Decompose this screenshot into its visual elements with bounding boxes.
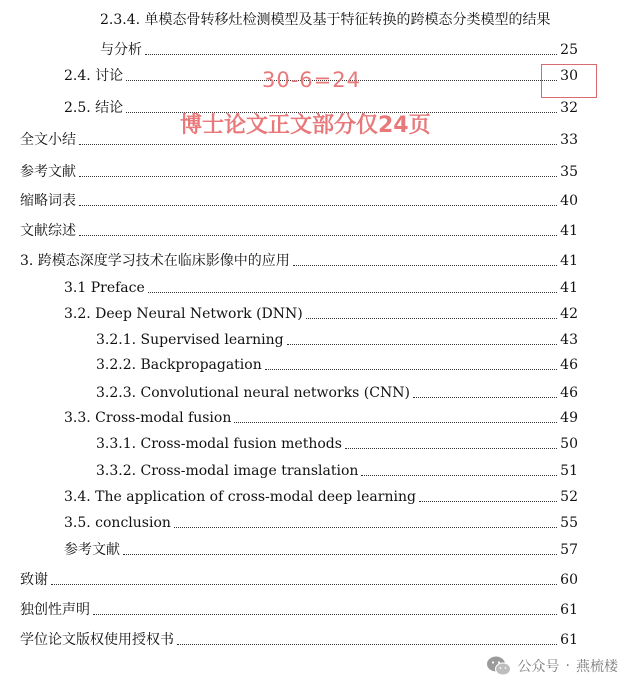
toc-entry-title: 2.4. 讨论 <box>64 68 124 84</box>
toc-leader <box>79 235 557 236</box>
toc-entry-page: 57 <box>560 542 578 558</box>
toc-entry <box>20 188 578 210</box>
toc-leader <box>293 265 557 266</box>
toc-entry-page: 40 <box>560 193 578 209</box>
toc-entry-title: 2.5. 结论 <box>64 100 124 116</box>
toc-leader <box>93 614 557 615</box>
toc-leader <box>413 397 557 398</box>
toc-leader <box>145 54 557 55</box>
toc-entry-page: 35 <box>560 164 578 180</box>
toc-entry <box>96 431 578 453</box>
toc-leader <box>306 318 557 319</box>
toc-entry-title: 与分析 <box>100 42 142 58</box>
toc-entry-page: 43 <box>560 332 578 348</box>
toc-entry <box>96 352 578 374</box>
toc-entry <box>20 218 578 240</box>
annotation-note: 博士论文正文部分仅24页 <box>180 113 431 138</box>
toc-entry <box>96 327 578 349</box>
toc-entry <box>96 458 578 480</box>
toc-entry-page: 61 <box>560 602 578 618</box>
watermark <box>486 655 618 677</box>
toc-entry <box>64 405 578 427</box>
toc-entry-title: 独创性声明 <box>20 602 90 618</box>
toc-entry-page: 52 <box>560 489 578 505</box>
toc-entry-title: 3.2.1. Supervised learning <box>96 332 284 348</box>
toc-entry-page: 46 <box>560 357 578 373</box>
toc-leader <box>174 527 557 528</box>
toc-entry-page: 60 <box>560 572 578 588</box>
toc-entry <box>64 301 578 323</box>
toc-entry <box>20 248 578 270</box>
toc-entry-title: 3.2.3. Convolutional neural networks (CNN) <box>96 385 410 401</box>
toc-entry-page: 51 <box>560 463 578 479</box>
watermark-separator: · <box>565 658 570 674</box>
toc-entry-page: 50 <box>560 436 578 452</box>
toc-entry-page: 42 <box>560 306 578 322</box>
toc-leader <box>79 176 557 177</box>
toc-entry-page: 41 <box>560 223 578 239</box>
toc-entry <box>64 484 578 506</box>
toc-entry-page: 61 <box>560 632 578 648</box>
toc-entry-title: 全文小结 <box>20 132 76 148</box>
toc-leader <box>123 554 557 555</box>
toc-entry-page: 41 <box>560 253 578 269</box>
toc-entry-page: 32 <box>560 100 578 116</box>
toc-leader <box>79 144 557 145</box>
toc-entry <box>64 537 578 559</box>
toc-leader <box>79 205 557 206</box>
toc-entry <box>64 275 578 297</box>
toc-leader <box>345 448 557 449</box>
toc-entry-title: 3. 跨模态深度学习技术在临床影像中的应用 <box>20 253 290 269</box>
toc-entry-title: 3.3. Cross-modal fusion <box>64 410 232 426</box>
toc-entry-page: 25 <box>560 42 578 58</box>
toc-leader <box>234 422 557 423</box>
toc-entry-title: 参考文献 <box>20 164 76 180</box>
toc-entry-page: 41 <box>560 280 578 296</box>
toc-entry-title: 3.5. conclusion <box>64 515 171 531</box>
toc-entry-title: 3.4. The application of cross-modal deep learning <box>64 489 416 505</box>
toc-entry-title: 3.1 Preface <box>64 280 145 296</box>
toc-wrapped-title: 2.3.4. 单模态骨转移灶检测模型及基于特征转换的跨模态分类模型的结果 <box>100 12 551 28</box>
toc-entry-title: 致谢 <box>20 572 48 588</box>
toc-entry-title: 缩略词表 <box>20 193 76 209</box>
toc-entry <box>20 627 578 649</box>
toc-entry-title: 文献综述 <box>20 223 76 239</box>
toc-entry-title: 3.3.2. Cross-modal image translation <box>96 463 359 479</box>
toc-entry <box>100 37 578 59</box>
toc-entry-page: 55 <box>560 515 578 531</box>
toc-entry <box>96 380 578 402</box>
toc-entry <box>64 510 578 532</box>
toc-entry-page: 30 <box>560 68 578 84</box>
wechat-icon <box>486 655 512 677</box>
toc-entry <box>20 567 578 589</box>
toc-entry-page: 49 <box>560 410 578 426</box>
toc-leader <box>265 369 557 370</box>
toc-entry-title: 参考文献 <box>64 542 120 558</box>
toc-entry-page: 46 <box>560 385 578 401</box>
highlight-box <box>541 64 597 98</box>
toc-leader <box>148 292 557 293</box>
toc-entry-page: 33 <box>560 132 578 148</box>
toc-leader <box>419 501 557 502</box>
toc-leader <box>177 644 557 645</box>
toc-leader <box>361 475 557 476</box>
watermark-name: 燕梳楼 <box>576 659 618 675</box>
toc-entry-title: 3.2.2. Backpropagation <box>96 357 262 373</box>
toc-entry <box>20 159 578 181</box>
toc-leader <box>51 584 557 585</box>
annotation-formula: 30-6=24 <box>262 68 361 92</box>
toc-entry-title: 学位论文版权使用授权书 <box>20 632 174 648</box>
toc-entry-title: 3.2. Deep Neural Network (DNN) <box>64 306 303 322</box>
watermark-label: 公众号 <box>517 659 560 675</box>
toc-entry-title: 3.3.1. Cross-modal fusion methods <box>96 436 342 452</box>
toc-leader <box>287 344 558 345</box>
toc-entry <box>20 597 578 619</box>
